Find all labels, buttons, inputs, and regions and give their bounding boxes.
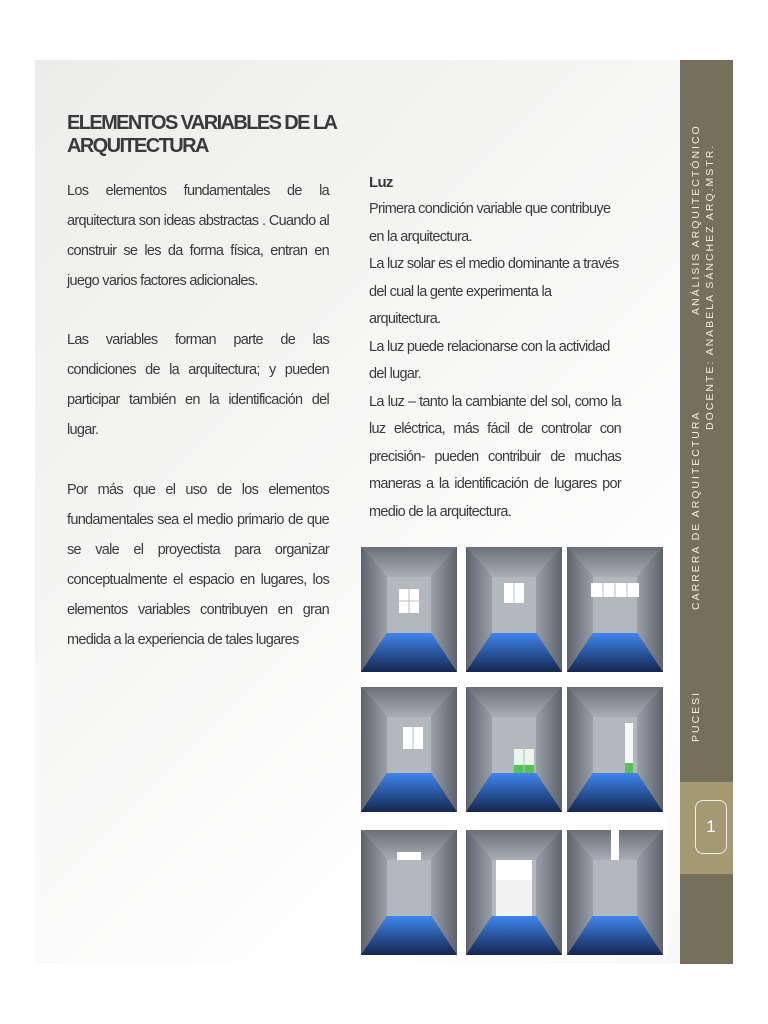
sidebar-institution: PUCESI <box>690 690 702 742</box>
light-line-2: La luz solar es el medio dominante a través del cual la gente experimenta la arquitectura. <box>369 256 619 327</box>
sidebar-career: CARRERA DE ARQUITECTURA <box>690 410 702 610</box>
light-line-3: La luz puede relacionarse con la actividad del lugar. <box>369 338 610 382</box>
room-render-window-high <box>466 547 562 672</box>
room-render-door-slot-green <box>567 687 663 812</box>
sidebar-course: ANÁLISIS ARQUITECTÓNICO <box>690 124 702 315</box>
variables-paragraph: Las variables forman parte de las condiciones de la arquitectura; y pueden participar también en la identificación del lugar. <box>67 332 329 438</box>
left-column <box>67 176 329 655</box>
experience-paragraph: Por más que el uso de los elementos fundamentales sea el medio primario de que se vale el proyectista para organizar conceptualmente el espacio en lugares, los elementos variables contribuyen en gran medida a la experiencia de tales lugares <box>67 482 329 648</box>
room-render-clerestory-band <box>567 547 663 672</box>
right-column <box>369 170 621 526</box>
room-render-window-center <box>361 547 457 672</box>
sidebar-teacher: DOCENTE: ANABELA SÁNCHEZ ARQ.MSTR. <box>704 143 716 430</box>
room-render-back-wall-glow <box>466 830 562 955</box>
slide-title: ELEMENTOS VARIABLES DE LA ARQUITECTURA <box>67 112 336 157</box>
light-line-1: Primera condición variable que contribuye en la arquitectura. <box>369 201 611 245</box>
room-render-window-low-green <box>466 687 562 812</box>
room-render-skylight-small <box>361 830 457 955</box>
slide <box>35 60 733 964</box>
room-render-window-side <box>361 687 457 812</box>
room-render-ceiling-slot <box>567 830 663 955</box>
room-light-image-grid <box>361 547 667 957</box>
light-line-4: La luz – tanto la cambiante del sol, como la luz eléctrica, más fácil de controlar con precisión- pueden contribuir de muchas maneras a la identificación de lugares por medio de la arquitectura. <box>369 393 621 520</box>
page-number: 1 <box>695 800 727 854</box>
intro-paragraph: Los elementos fundamentales de la arquitectura son ideas abstractas . Cuando al construir se les da forma física, entran en juego varios factores adicionales. <box>67 183 329 289</box>
light-subtitle: Luz <box>369 174 393 191</box>
